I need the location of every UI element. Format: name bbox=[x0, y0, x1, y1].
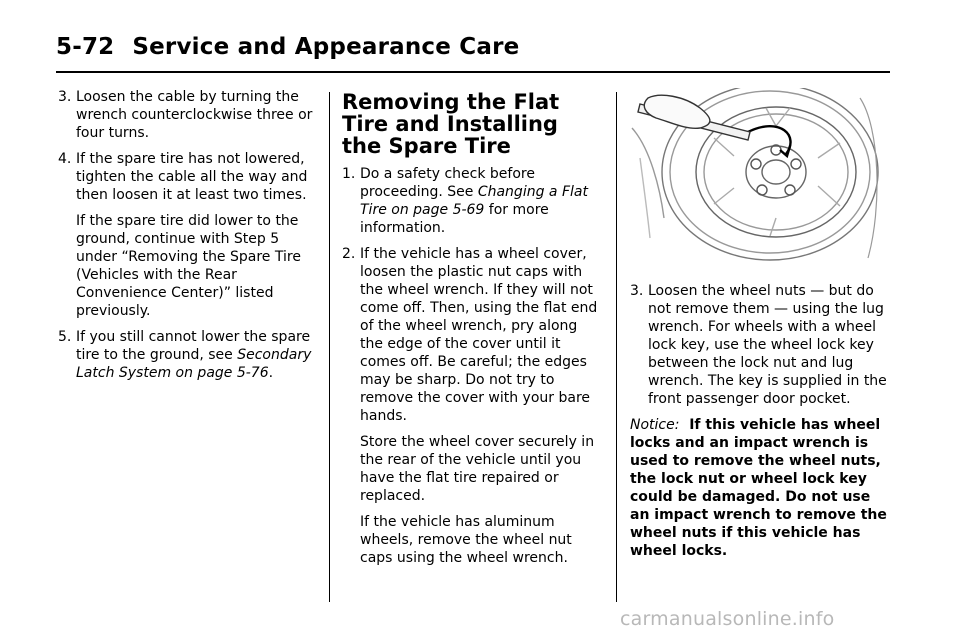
changing-flat-tire-link[interactable]: Changing a Flat Tire on page 5-69 bbox=[360, 184, 588, 218]
step-4-cable: 4. If the spare tire has not lowered, tighten the cable all the way and then loosen it at least two times. bbox=[58, 151, 308, 203]
page-header bbox=[56, 34, 519, 60]
column-divider-right bbox=[616, 92, 617, 602]
step-1-safety: 1. Do a safety check before proceeding. See Changing a Flat Tire on page 5-69 for more information. bbox=[342, 166, 588, 236]
section-heading: Removing the Flat Tire and Installing the Spare Tire bbox=[342, 90, 560, 158]
column-2 bbox=[342, 88, 604, 575]
column-divider-left bbox=[329, 92, 330, 602]
step-2-wheel-cover: 2. If the vehicle has a wheel cover, loosen the plastic nut caps with the wheel wrench. If they will not come off. Then, using the flat end of the wheel wrench, pry along the edge of the cover until it comes off. Be careful; the edges may be sharp. Do not try to remove the cover with your bare hands. bbox=[342, 246, 598, 424]
aluminum-wheels-note: If the vehicle has aluminum wheels, remove the wheel nut caps using the wheel wrench. bbox=[360, 514, 572, 566]
page-number: 5-72 bbox=[56, 34, 115, 60]
wheel-cover-note: Store the wheel cover securely in the rear of the vehicle until you have the flat tire repaired or replaced. bbox=[360, 434, 595, 504]
section-title: Service and Appearance Care bbox=[132, 34, 520, 60]
secondary-latch-link[interactable]: Secondary Latch System on page 5-76 bbox=[76, 347, 312, 381]
wheel-and-lug-wrench-illustration bbox=[630, 88, 884, 272]
notice-wheel-locks: Notice: If this vehicle has wheel locks and an impact wrench is used to remove the wheel nuts, the lock nut or wheel lock key could be damaged. Do not use an impact wrench to remove the wheel nuts if this vehicle has wheel locks. bbox=[630, 417, 887, 559]
step-5-cable: 5. If you still cannot lower the spare tire to the ground, see Secondary Latch System on page 5-76. bbox=[58, 329, 312, 381]
notice-label: Notice: bbox=[630, 417, 680, 433]
column-3 bbox=[630, 88, 892, 560]
watermark: carmanualsonline.info bbox=[620, 608, 835, 630]
header-rule bbox=[56, 71, 890, 73]
step-4-note: If the spare tire did lower to the ground, continue with Step 5 under “Removing the Spare Tire (Vehicles with the Rear Convenience Center)” listed previously. bbox=[76, 213, 301, 319]
column-1 bbox=[58, 88, 320, 390]
step-3-cable: 3. Loosen the cable by turning the wrench counterclockwise three or four turns. bbox=[58, 89, 313, 141]
step-3-loosen-wheel-nuts: 3. Loosen the wheel nuts — but do not remove them — using the lug wrench. For wheels with a wheel lock key, use the wheel lock key between the lock nut and lug wrench. The key is supplied in the front passenger door pocket. bbox=[630, 283, 887, 407]
